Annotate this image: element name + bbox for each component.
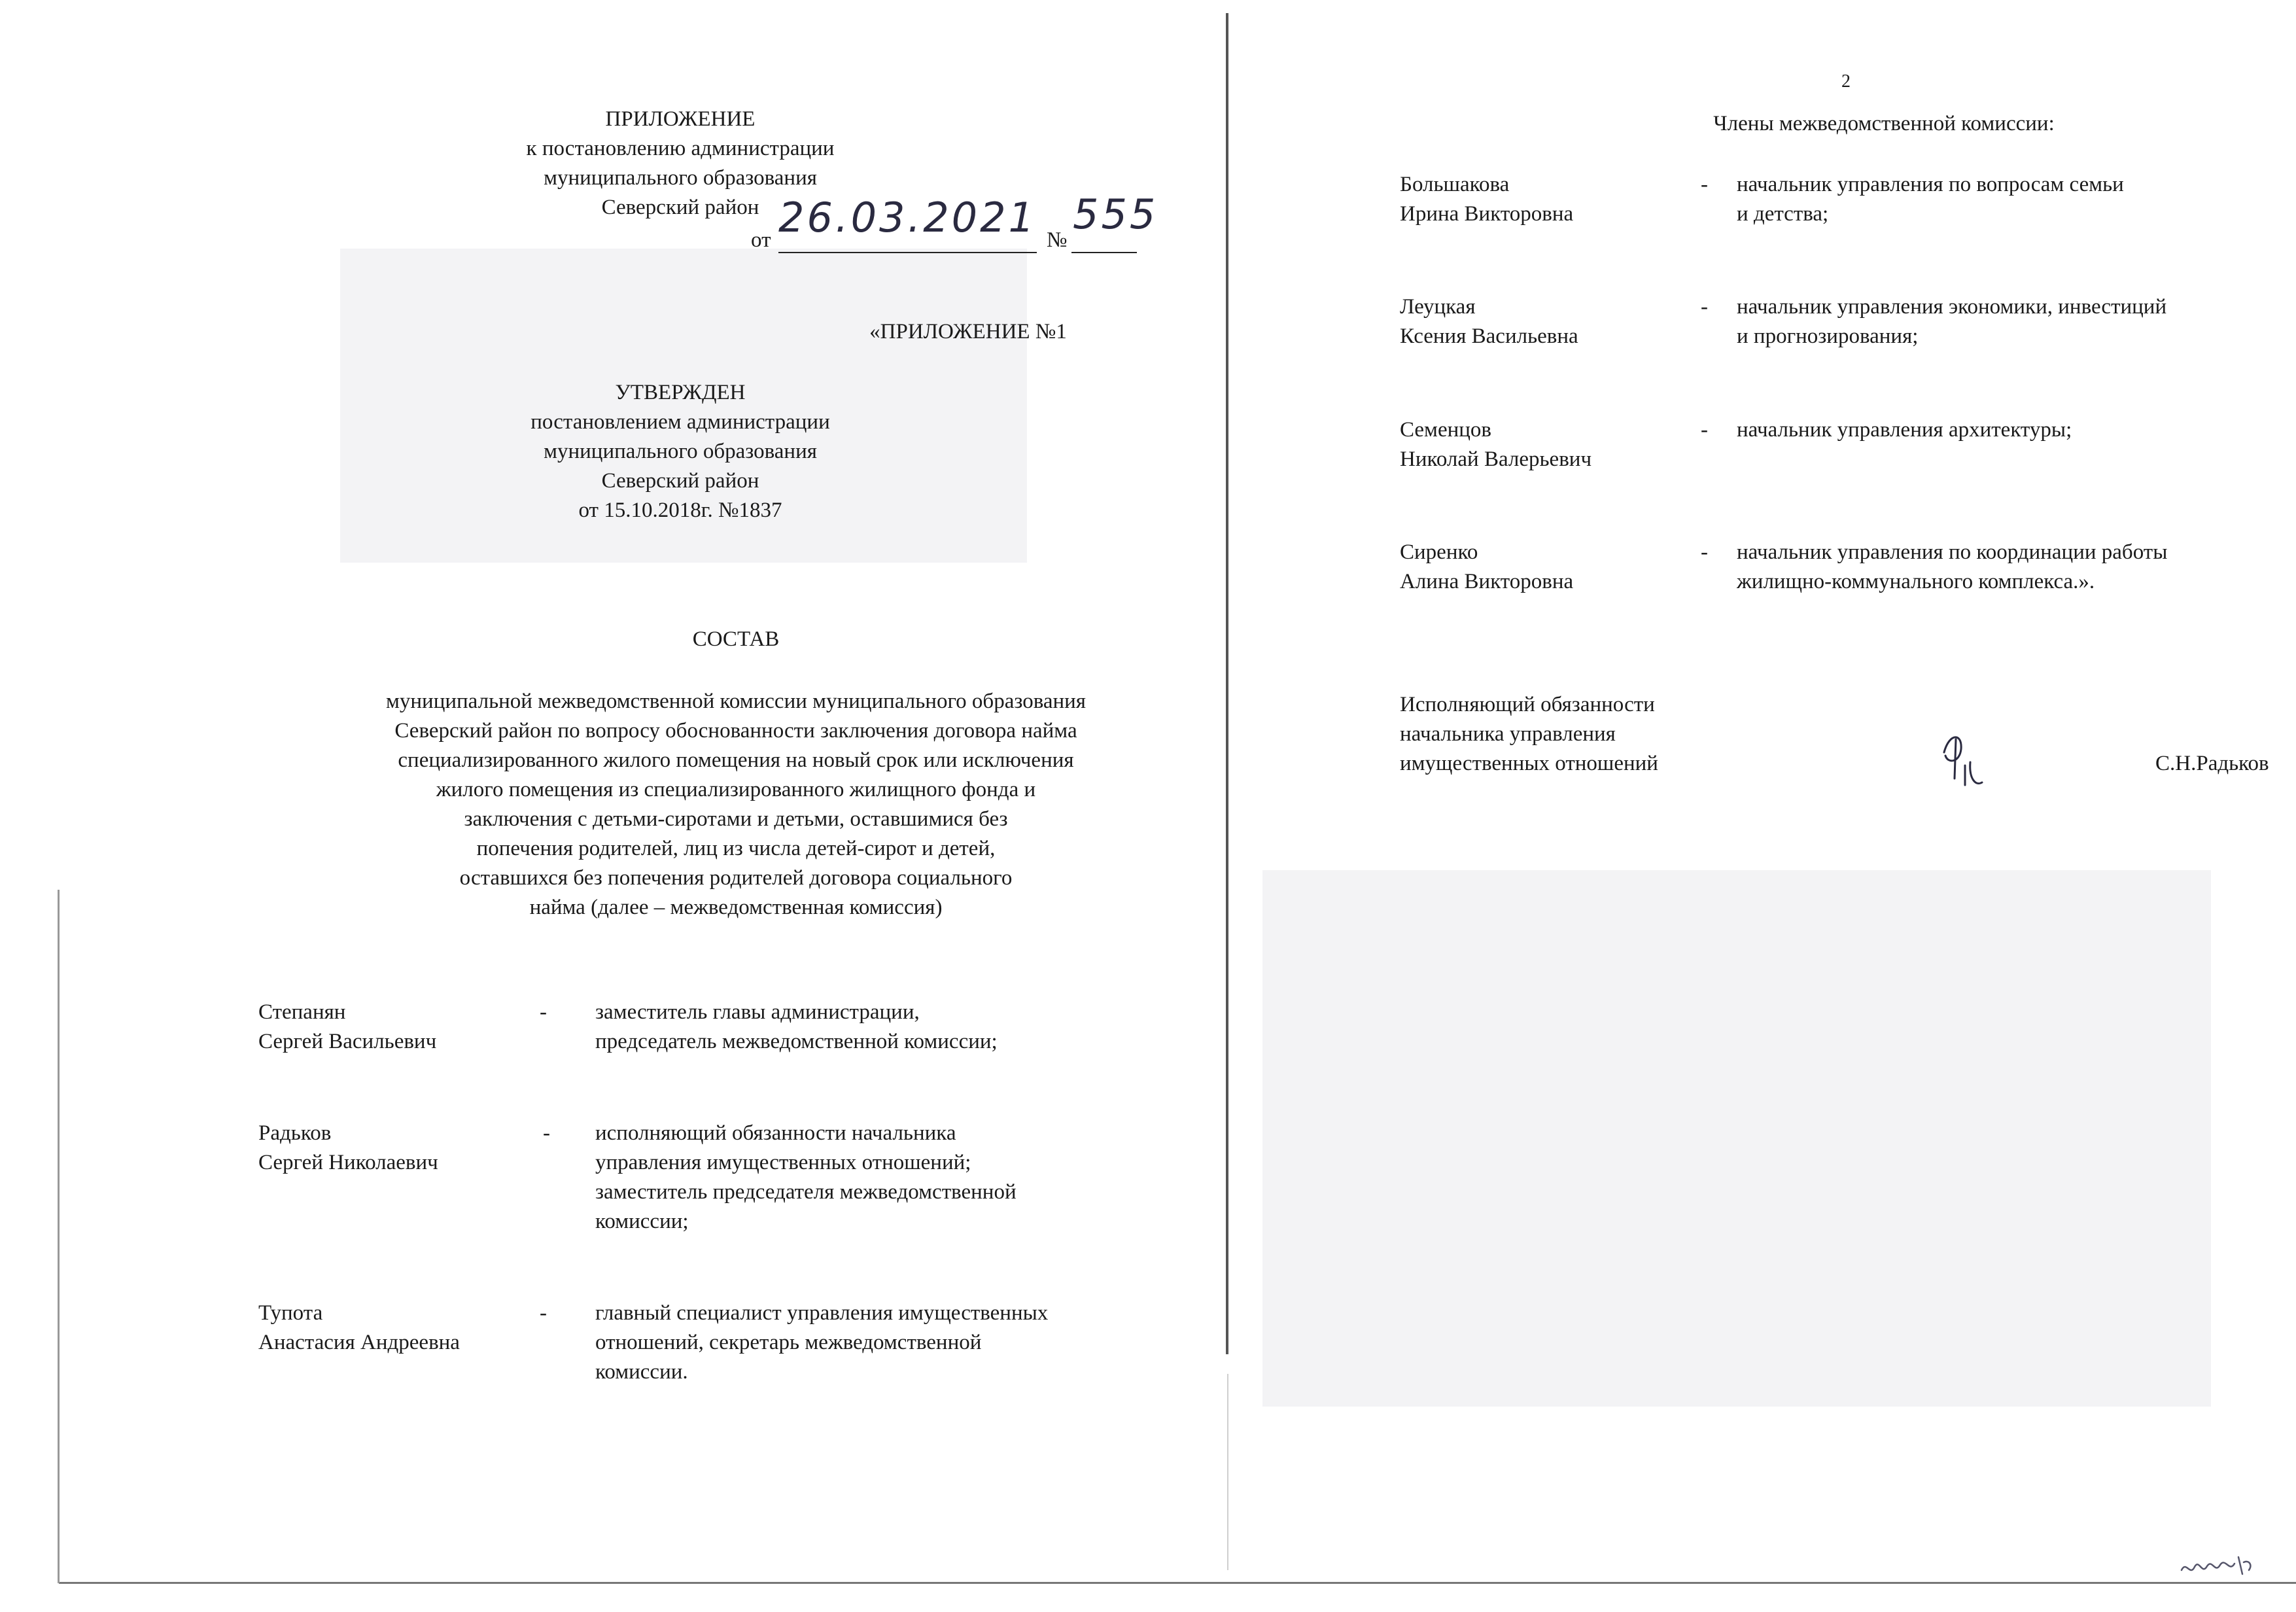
composition-description xyxy=(157,687,1315,922)
position-line: начальника управления xyxy=(1400,722,1616,746)
approval-line-1: постановлением администрации xyxy=(531,410,830,434)
page-number: 2 xyxy=(1841,71,1851,92)
date-prefix: от xyxy=(751,228,771,252)
role-line: начальник управления по вопросам семьи xyxy=(1737,173,2124,196)
role-line: комиссии; xyxy=(595,1210,689,1233)
role-line: и детства; xyxy=(1737,202,1829,226)
members-title: Члены межведомственной комиссии: xyxy=(1713,112,2055,135)
page-fold-line-faint xyxy=(1227,1374,1228,1570)
member-surname: Сиренко xyxy=(1400,540,1478,564)
page-bottom-edge xyxy=(59,1582,2296,1584)
signature-position xyxy=(1400,690,1658,779)
bleed-through-shadow xyxy=(1262,870,2211,1407)
role-line: и прогнозирования; xyxy=(1737,324,1919,348)
member-given-names: Сергей Николаевич xyxy=(258,1151,438,1174)
approval-line-3: Северский район xyxy=(601,469,759,493)
position-line: имущественных отношений xyxy=(1400,752,1658,775)
role-line: комиссии. xyxy=(595,1360,688,1384)
member-role xyxy=(595,1299,1048,1387)
description-line: специализированного жилого помещения на новый срок или исключения xyxy=(398,748,1074,772)
member-role xyxy=(1737,292,2166,351)
number-underline xyxy=(1071,252,1137,253)
handwritten-signature xyxy=(1936,726,1989,798)
district-line: Северский район xyxy=(601,196,759,219)
member-dash: - xyxy=(1701,540,1708,564)
appendix-one-title: «ПРИЛОЖЕНИЕ №1 xyxy=(869,320,1067,343)
member-given-names: Николай Валерьевич xyxy=(1400,447,1592,471)
position-line: Исполняющий обязанности xyxy=(1400,693,1655,716)
member-surname: Леуцкая xyxy=(1400,295,1476,319)
role-line: начальник управления архитектуры; xyxy=(1737,418,2072,442)
member-name xyxy=(258,1299,460,1358)
member-dash: - xyxy=(1701,418,1708,442)
municipality-line: муниципального образования xyxy=(544,166,817,190)
role-line: начальник управления по координации работы xyxy=(1737,540,2168,564)
role-line: управления имущественных отношений; xyxy=(595,1151,971,1174)
number-prefix: № xyxy=(1047,228,1068,252)
handwritten-date: 26.03.2021 xyxy=(778,194,1037,241)
description-line: жилого помещения из специализированного жилищного фонда и xyxy=(436,778,1036,801)
role-line: исполняющий обязанности начальника xyxy=(595,1121,956,1145)
role-line: отношений, секретарь межведомственной xyxy=(595,1331,982,1354)
member-name xyxy=(258,1119,438,1178)
approval-block xyxy=(386,378,975,525)
member-dash: - xyxy=(540,1000,547,1024)
member-dash: - xyxy=(1701,295,1708,319)
description-line: оставшихся без попечения родителей договора социального xyxy=(459,866,1013,890)
role-line: заместитель главы администрации, xyxy=(595,1000,920,1024)
member-surname: Большакова xyxy=(1400,173,1510,196)
page-left-edge xyxy=(58,890,60,1583)
appendix-label: ПРИЛОЖЕНИЕ xyxy=(605,107,756,131)
member-dash: - xyxy=(1701,173,1708,196)
member-name xyxy=(258,998,436,1057)
member-name xyxy=(1400,170,1573,229)
member-given-names: Сергей Васильевич xyxy=(258,1030,437,1053)
member-role xyxy=(1737,170,2124,229)
decree-reference: к постановлению администрации xyxy=(526,137,835,160)
member-name xyxy=(1400,292,1578,351)
member-role xyxy=(1737,538,2167,597)
role-line: жилищно-коммунального комплекса.». xyxy=(1737,570,2095,593)
description-line: попечения родителей, лиц из числа детей-сирот и детей, xyxy=(476,837,996,860)
approval-line-2: муниципального образования xyxy=(544,440,817,463)
approval-date: от 15.10.2018г. №1837 xyxy=(578,499,782,522)
member-dash: - xyxy=(540,1301,547,1325)
approved-label: УТВЕРЖДЕН xyxy=(615,381,746,404)
description-line: заключения с детьми-сиротами и детьми, оставшимися без xyxy=(464,807,1008,831)
handwritten-number: 555 xyxy=(1073,190,1158,238)
member-role xyxy=(595,1119,1017,1236)
role-line: заместитель председателя межведомственной xyxy=(595,1180,1017,1204)
handwritten-mark xyxy=(2178,1551,2257,1583)
description-line: найма (далее – межведомственная комиссия) xyxy=(529,896,943,919)
composition-title: СОСТАВ xyxy=(692,627,780,651)
member-surname: Семенцов xyxy=(1400,418,1491,442)
member-given-names: Ксения Васильевна xyxy=(1400,324,1578,348)
description-line: Северский район по вопросу обоснованности заключения договора найма xyxy=(394,719,1077,743)
signer-name: С.Н.Радьков xyxy=(2155,752,2269,775)
member-dash: - xyxy=(543,1121,550,1145)
member-name xyxy=(1400,415,1592,474)
role-line: председатель межведомственной комиссии; xyxy=(595,1030,998,1053)
member-surname: Радьков xyxy=(258,1121,332,1145)
member-given-names: Анастасия Андреевна xyxy=(258,1331,460,1354)
member-given-names: Алина Викторовна xyxy=(1400,570,1574,593)
role-line: начальник управления экономики, инвестиций xyxy=(1737,295,2167,319)
member-role xyxy=(1737,415,2072,445)
member-surname: Тупота xyxy=(258,1301,323,1325)
member-surname: Степанян xyxy=(258,1000,346,1024)
member-given-names: Ирина Викторовна xyxy=(1400,202,1574,226)
member-name xyxy=(1400,538,1573,597)
member-role xyxy=(595,998,998,1057)
role-line: главный специалист управления имущественных xyxy=(595,1301,1049,1325)
description-line: муниципальной межведомственной комиссии муниципального образования xyxy=(386,690,1086,713)
date-underline xyxy=(778,252,1037,253)
